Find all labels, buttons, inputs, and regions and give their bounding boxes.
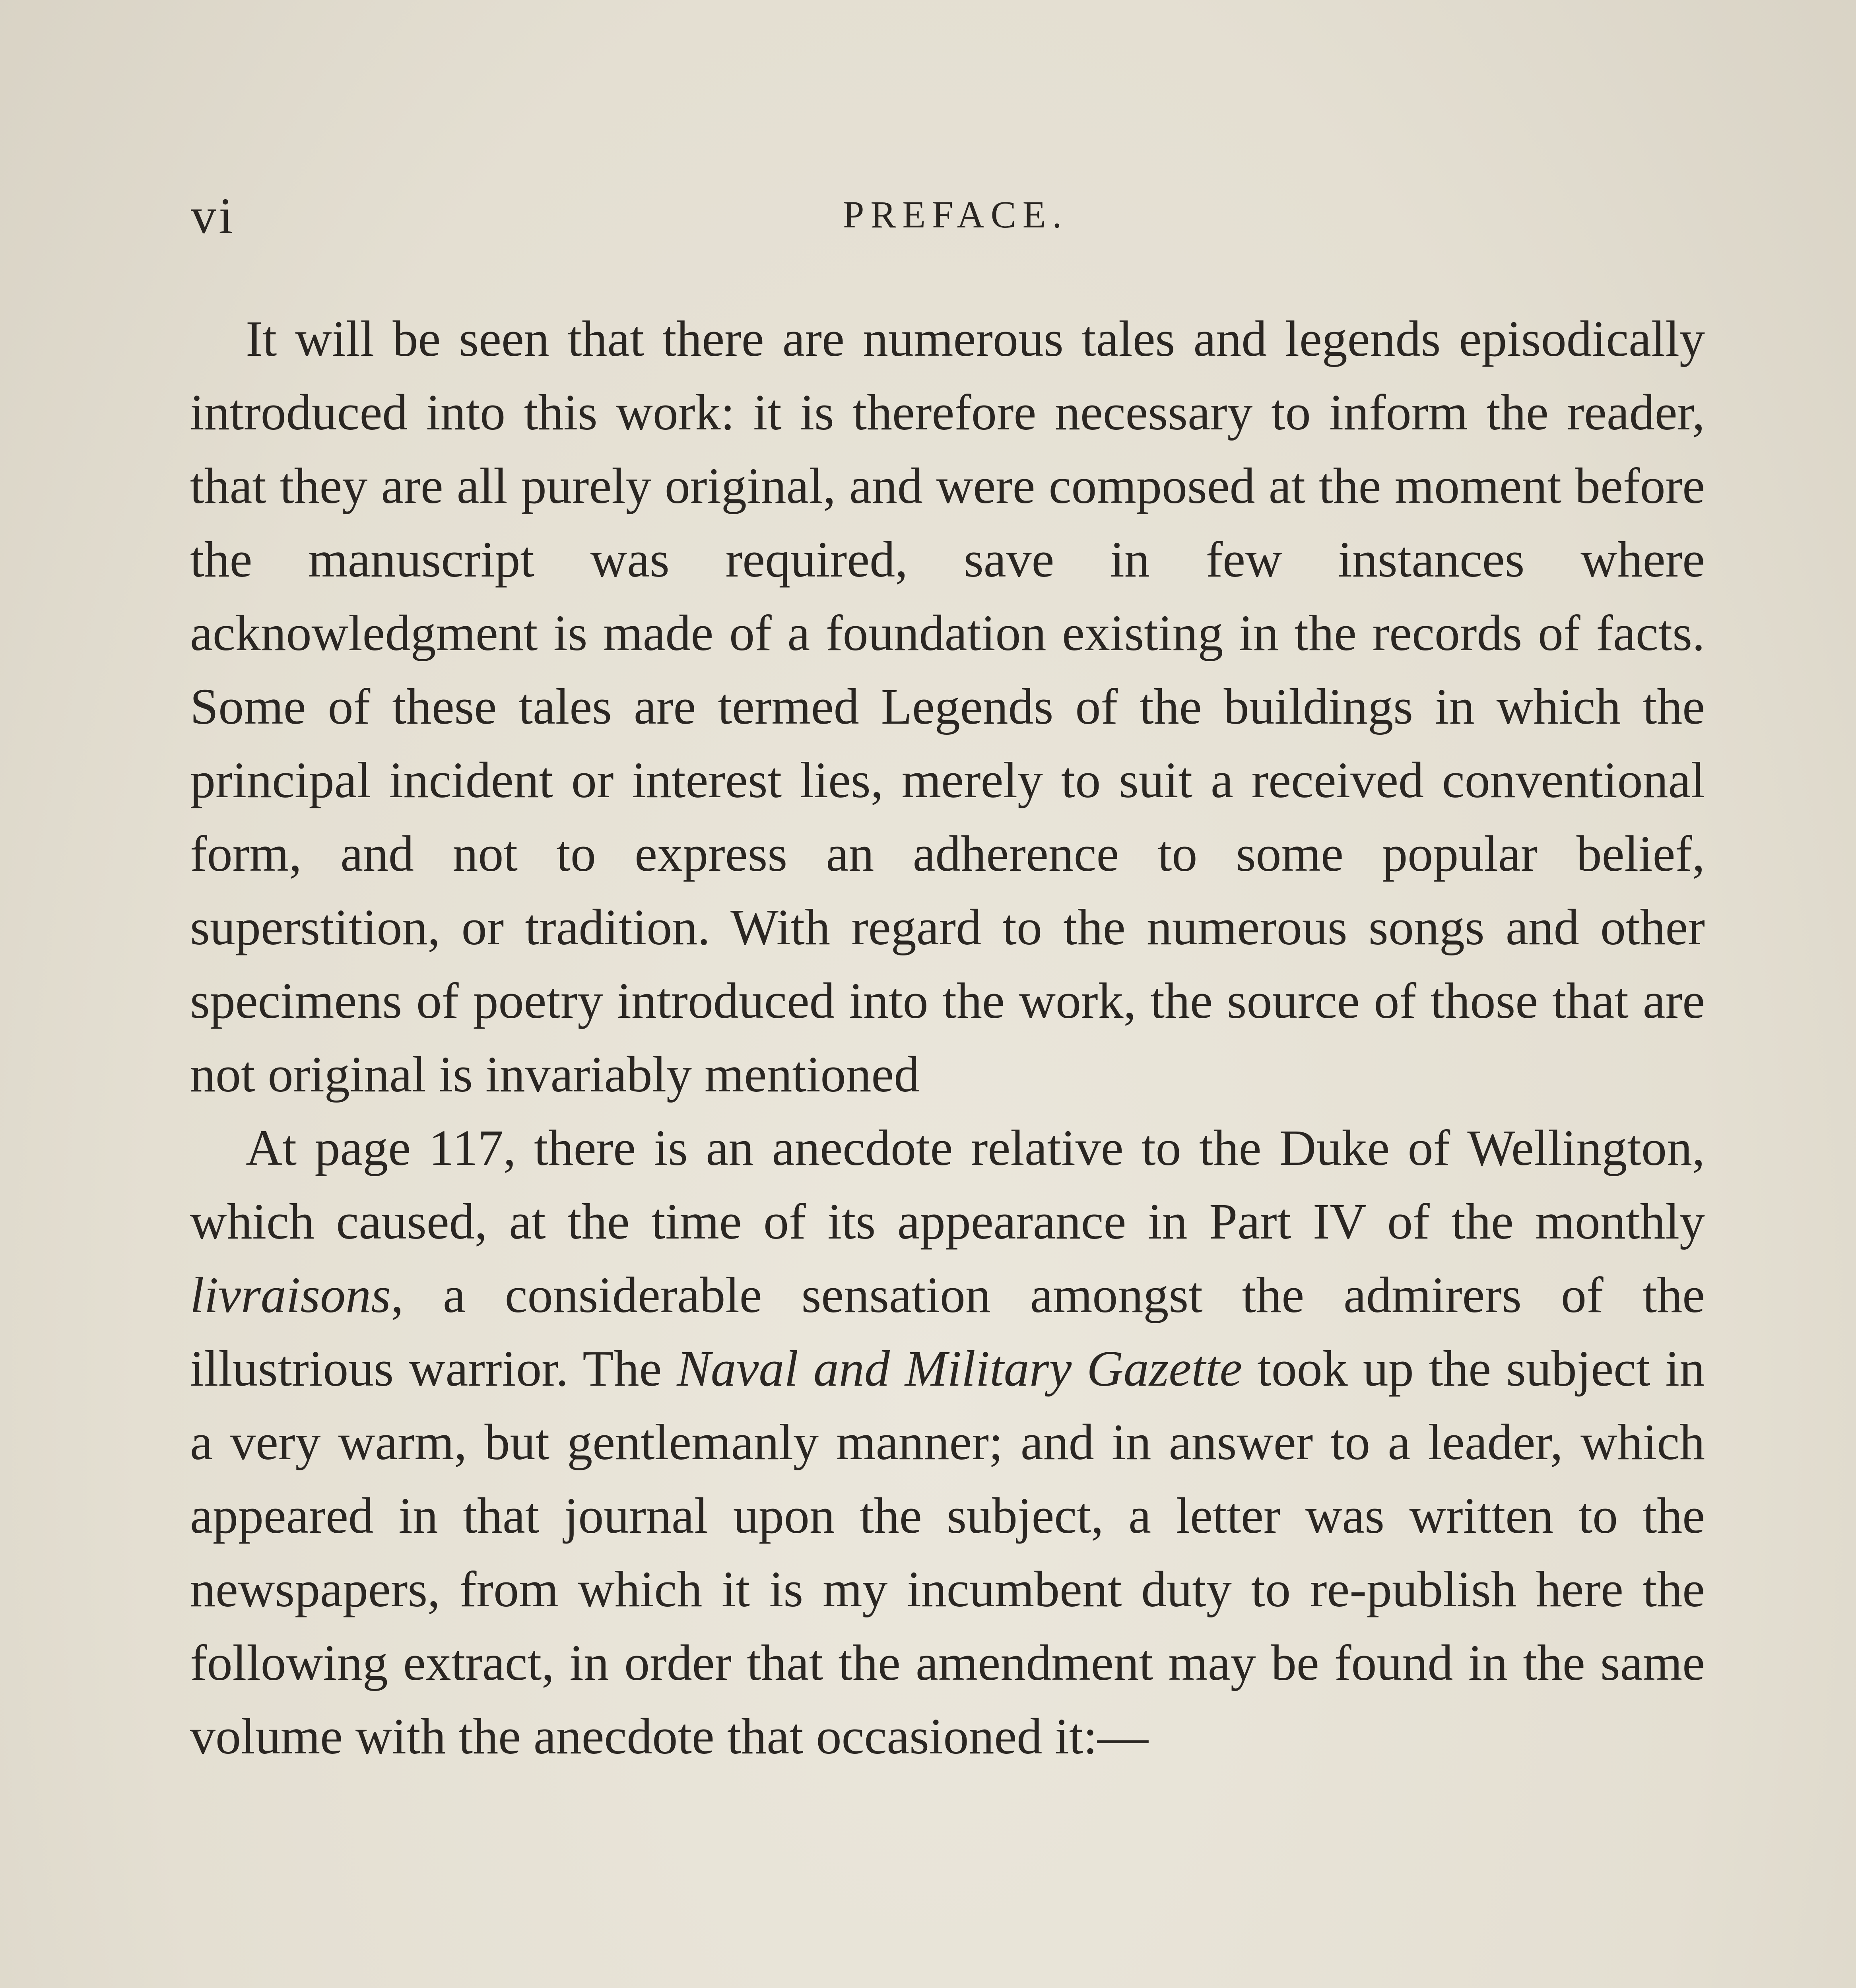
paragraph-2-part-a: At page 117, there is an anecdote relative to the Duke of Wellington, which caused, at the time of its appearance in Part IV of the monthly [190, 1120, 1705, 1250]
gazette-title-italic: Naval and Military Gazette [677, 1340, 1243, 1397]
body-text [190, 302, 1705, 1773]
paragraph-2-part-b: , a considerable sensation amongst the admirers of the illustrious warrior. The [190, 1267, 1705, 1397]
running-head: PREFACE. [843, 193, 1068, 236]
page-header [191, 187, 1702, 243]
paragraph-2 [190, 1111, 1705, 1773]
livraisons-italic: livraisons [190, 1267, 391, 1323]
paragraph-2-part-c: took up the subject in a very warm, but gentlemanly manner; and in answer to a leader, which appeared in that journal upon the subject, a letter was written to the newspapers, from which it is my incumbent duty to re-publish here the following extract, in order that the amendment may be found in the same volume with the anecdote that occasioned it:— [190, 1340, 1705, 1765]
paragraph-1: It will be seen that there are numerous tales and legends episodically introduced into this work: it is therefore necessary to inform the reader, that they are all purely original, and were composed at the moment before the manuscript was required, save in few instances where acknowledgment is made of a foundation existing in the records of facts. Some of these tales are termed Legends of the buildings in which the principal incident or interest lies, merely to suit a received conventional form, and not to express an adherence to some popular belief, superstition, or tradition. With regard to the numerous songs and other specimens of poetry introduced into the work, the source of those that are not original is invariably mentioned [190, 311, 1705, 1103]
page-number: vi [191, 188, 235, 244]
